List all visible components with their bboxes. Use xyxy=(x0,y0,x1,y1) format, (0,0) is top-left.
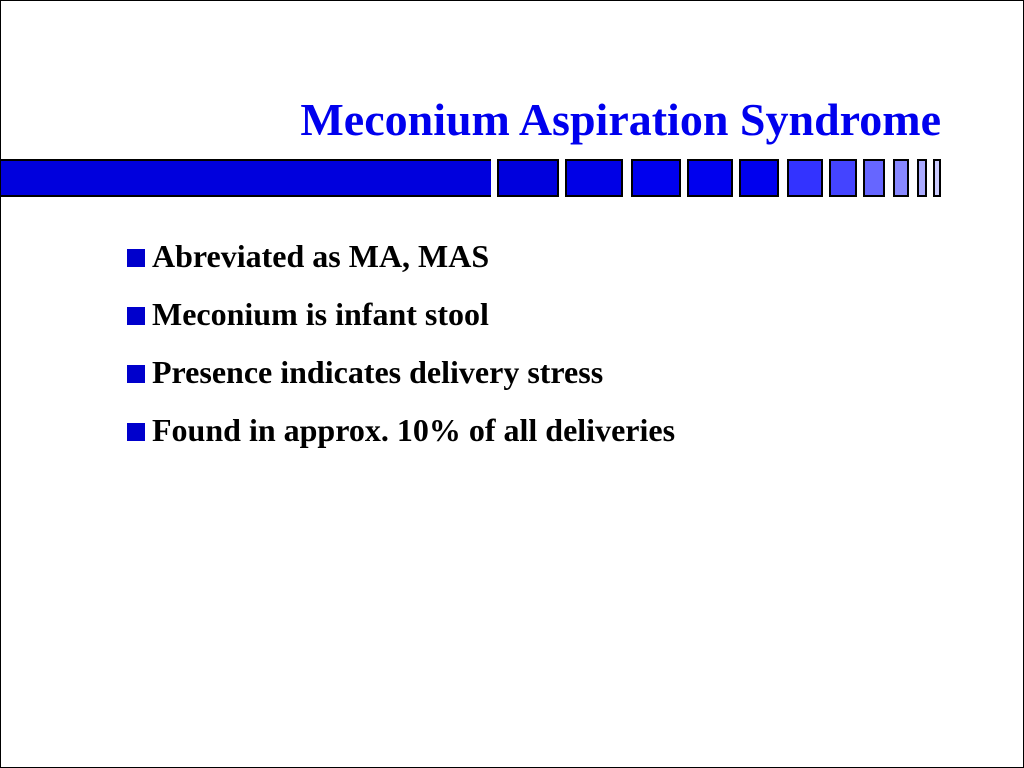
band-square xyxy=(863,159,885,197)
bullet-text: Meconium is infant stool xyxy=(152,295,489,332)
band-square xyxy=(565,159,623,197)
band-square xyxy=(497,159,559,197)
band-square xyxy=(739,159,779,197)
slide-title: Meconium Aspiration Syndrome xyxy=(300,94,941,145)
list-item xyxy=(127,285,675,343)
bullet-text: Found in approx. 10% of all deliveries xyxy=(152,411,676,448)
bullet-list xyxy=(127,227,675,459)
square-bullet-icon xyxy=(127,249,145,267)
band-square xyxy=(687,159,733,197)
list-item xyxy=(127,227,675,285)
band-square xyxy=(631,159,681,197)
list-item xyxy=(127,401,675,459)
band-square xyxy=(933,159,941,197)
band-square xyxy=(917,159,927,197)
bullet-text: Abreviated as MA, MAS xyxy=(152,237,490,274)
list-item xyxy=(127,343,675,401)
square-bullet-icon xyxy=(127,307,145,325)
band-square xyxy=(787,159,823,197)
bullet-text: Presence indicates delivery stress xyxy=(152,353,604,390)
band-bar xyxy=(1,159,491,197)
square-bullet-icon xyxy=(127,365,145,383)
decorative-band xyxy=(1,159,951,197)
band-square xyxy=(893,159,909,197)
square-bullet-icon xyxy=(127,423,145,441)
band-square xyxy=(829,159,857,197)
